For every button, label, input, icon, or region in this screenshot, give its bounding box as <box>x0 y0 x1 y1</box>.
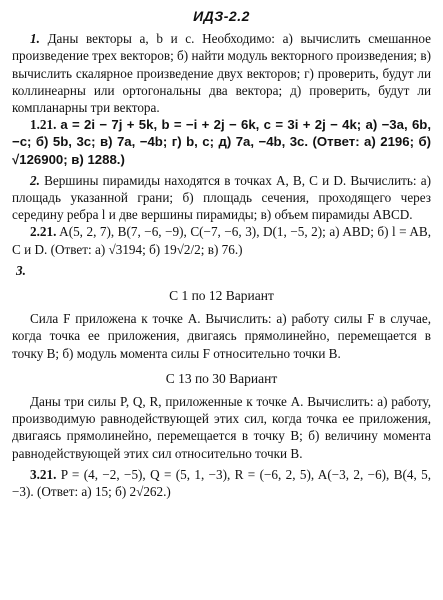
variant-2-heading: С 13 по 30 Вариант <box>165 370 278 386</box>
exercise-1-21-text: a = 2i − 7j + 5k, b = −i + 2j − 6k, c = 3i + 2j − 4k; а) −3a, 6b, −c; б) 5b, 3c; в) 7a, −4b; г) b, c; д) 7a, −4b, 3c. (Ответ: а) 2196; б) √126900; в) 1288.) <box>12 117 431 167</box>
task-3-number: 3. <box>16 262 26 278</box>
exercise-2-21-number: 2.21. <box>30 224 57 240</box>
exercise-2-21-text: A(5, 2, 7), B(7, −6, −9), C(−7, −6, 3), D(1, −5, 2); а) ABD; б) l = AB, C и D. (Ответ: а) √3194; б) 19√2/2; в) 76.) <box>12 224 431 257</box>
exercise-3-21 <box>12 466 431 500</box>
variant-1-heading: С 1 по 12 Вариант <box>169 288 274 304</box>
task-1-statement <box>12 30 431 116</box>
variant-2-text: Даны три силы P, Q, R, приложенные к точке A. Вычислить: а) работу, производимую равнодействующей этих сил, когда точка ее приложения, двигаясь прямолинейно, перемещается в точку B; б) величину момента равнодействующей этих сил относительно точки B. <box>12 394 431 461</box>
task-2-text: Вершины пирамиды находятся в точках A, B, C и D. Вычислить: а) площадь указанной грани; б) площадь сечения, проходящего через середину ребра l и две вершины пирамиды; в) объем пирамиды ABCD. <box>12 172 432 223</box>
task-1-text: Даны векторы a, b и c. Необходимо: а) вычислить смешанное произведение трех векторов; б) найти модуль векторного произведения; в) вычислить скалярное произведение двух векторов; г) проверить, будут ли коллинеарны или ортогональны два вектора; д) проверить, будут ли компланарны три вектора. <box>12 31 432 116</box>
exercise-1-21-number: 1.21. <box>30 117 57 133</box>
exercise-1-21 <box>12 116 431 168</box>
task-1-number: 1. <box>30 31 40 47</box>
exercise-2-21 <box>12 223 431 257</box>
document-title: ИДЗ-2.2 <box>193 8 250 24</box>
task-2-statement <box>12 172 431 224</box>
exercise-3-21-number: 3.21. <box>30 466 57 482</box>
exercise-3-21-text: P = (4, −2, −5), Q = (5, 1, −3), R = (−6, 2, 5), A(−3, 2, −6), B(4, 5, −3). (Ответ: а) 15; б) 2√262.) <box>12 466 432 500</box>
variant-1-text: Сила F приложена к точке A. Вычислить: а) работу силы F в случае, когда точка ее приложения, двигаясь прямолинейно, перемещается в точку B; б) модуль момента силы F относительно точки B. <box>12 311 431 361</box>
task-2-number: 2. <box>30 172 40 188</box>
